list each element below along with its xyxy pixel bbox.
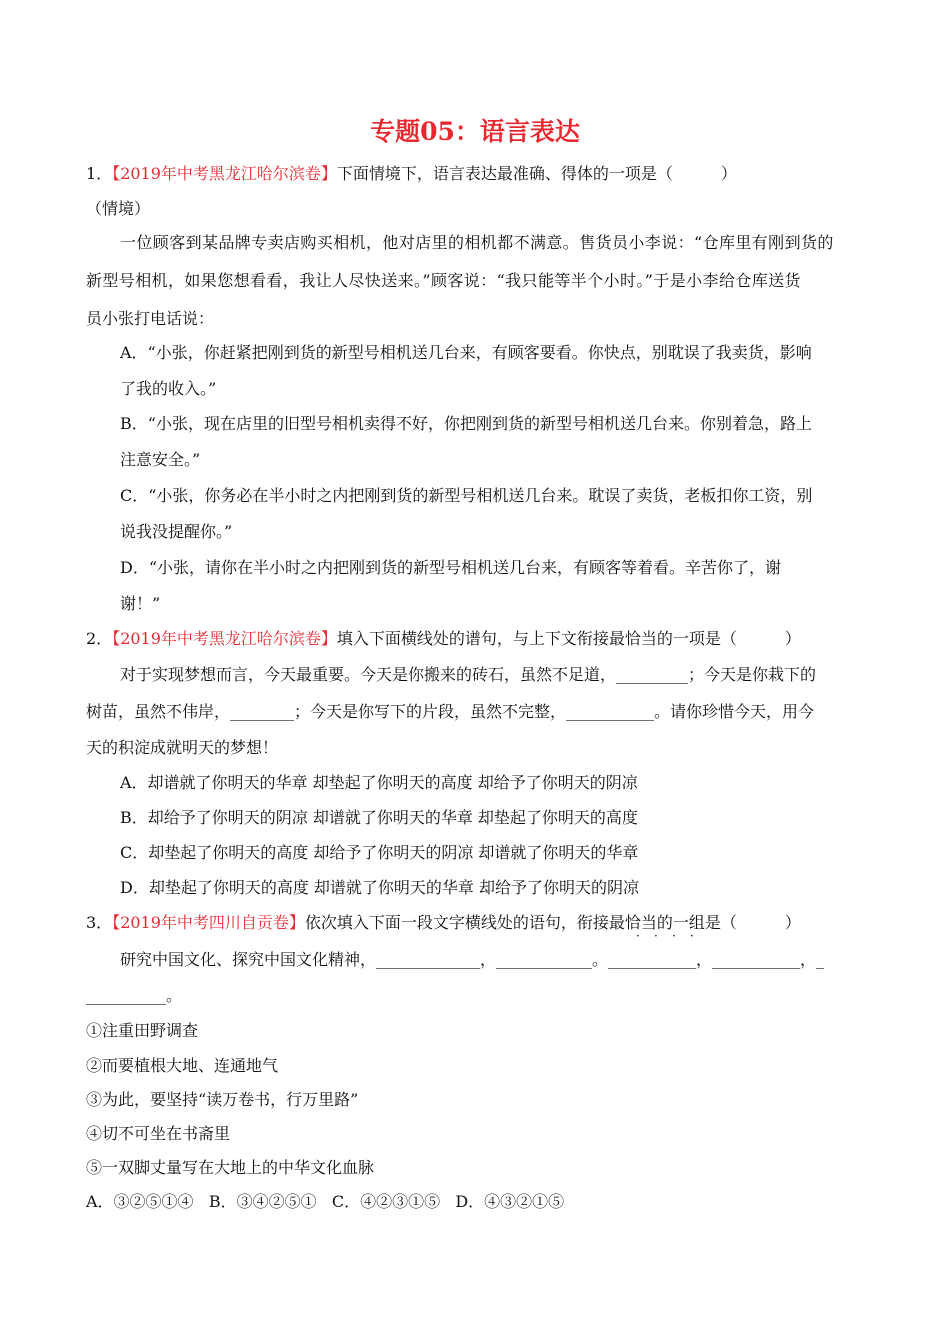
emphasis-dot: ·: [690, 929, 694, 943]
question-1-stem: 下面情境下，语言表达最准确、得体的一项是（ ）: [336, 164, 737, 183]
question-2-passage-line: 树苗，虽然不伟岸，________；今天是你写下的片段，虽然不完整，___________。请你珍惜今天，用今: [86, 702, 815, 721]
question-3-item: ②而要植根大地、连通地气: [86, 1056, 279, 1075]
question-1-number: 1．: [86, 164, 113, 183]
question-1-option-d-cont: 谢！”: [120, 594, 161, 613]
question-3-passage-line: __________。: [86, 986, 183, 1005]
question-1-header: [86, 163, 737, 185]
question-2-passage-line: 对于实现梦想而言，今天最重要。今天是你搬来的砖石，虽然不足道，_________；今天是你栽下的: [120, 665, 817, 684]
question-1-option-a: A．“小张，你赶紧把刚到货的新型号相机送几台来，有顾客要看。你快点，别耽误了我卖货，影响: [120, 343, 812, 362]
question-2-option-d: D．却垫起了你明天的高度 却谱就了你明天的华章 却给予了你明天的阴凉: [120, 878, 640, 897]
question-1-context-line: 员小张打电话说：: [86, 309, 215, 328]
emphasis-dot: ·: [636, 929, 640, 943]
question-3-source: 【2019年中考四川自贡卷】: [112, 913, 305, 932]
question-1-context-label: （情境）: [86, 199, 151, 218]
emphasis-dot: ·: [654, 929, 658, 943]
question-2-stem: 填入下面横线处的谱句，与上下文衔接最恰当的一项是（ ）: [336, 629, 801, 648]
question-2-option-a: A．却谱就了你明天的华章 却垫起了你明天的高度 却给予了你明天的阴凉: [120, 773, 638, 792]
question-1-option-b-cont: 注意安全。”: [120, 450, 201, 469]
question-3-item: ①注重田野调查: [86, 1021, 199, 1040]
emphasis-dot: ·: [672, 929, 676, 943]
question-3-answer-options: A．③②⑤①④ B．③④②⑤① C．④②③①⑤ D．④③②①⑤: [86, 1192, 565, 1211]
question-3-item: ④切不可坐在书斋里: [86, 1124, 231, 1143]
question-1-option-c: C．“小张，你务必在半小时之内把刚到货的新型号相机送几台来。耽误了卖货，老板扣你工资，别: [120, 486, 813, 505]
question-2-option-b: B．却给予了你明天的阴凉 却谱就了你明天的华章 却垫起了你明天的高度: [120, 808, 638, 827]
question-2-number: 2．: [86, 629, 113, 648]
question-1-option-a-cont: 了我的收入。”: [120, 379, 217, 398]
question-2-source: 【2019年中考黑龙江哈尔滨卷】: [112, 629, 337, 648]
question-3-passage-line: 研究中国文化、探究中国文化精神，_____________，____________。___________，___________，_: [120, 950, 825, 969]
question-1-option-c-cont: 说我没提醒你。”: [120, 522, 233, 541]
question-1-option-d: D．“小张，请你在半小时之内把刚到货的新型号相机送几台来，有顾客等着看。辛苦你了，谢: [120, 558, 782, 577]
question-1-option-b: B．“小张，现在店里的旧型号相机卖得不好，你把刚到货的新型号相机送几台来。你别着急，路上: [120, 414, 812, 433]
question-2-passage-line: 天的积淀成就明天的梦想！: [86, 738, 279, 757]
question-2-option-c: C．却垫起了你明天的高度 却给予了你明天的阴凉 却谱就了你明天的华章: [120, 843, 639, 862]
question-2-header: [86, 628, 801, 650]
question-3-item: ③为此，要坚持“读万卷书，行万里路”: [86, 1090, 359, 1109]
question-1-context-line: 新型号相机，如果您想看看，我让人尽快送来。”顾客说：“我只能等半个小时。”于是小李给仓库送货: [86, 271, 801, 290]
question-3-item: ⑤一双脚丈量写在大地上的中华文化血脉: [86, 1158, 375, 1177]
question-1-source: 【2019年中考黑龙江哈尔滨卷】: [112, 164, 337, 183]
question-1-context-line: 一位顾客到某品牌专卖店购买相机，他对店里的相机都不满意。售货员小李说：“仓库里有刚到货的: [120, 233, 834, 252]
question-3-number: 3．: [86, 913, 113, 932]
question-3-stem: 依次填入下面一段文字横线处的语句，衔接最恰当的一组是（ ）: [304, 913, 801, 932]
page-title: 专题05：语言表达: [370, 117, 580, 146]
